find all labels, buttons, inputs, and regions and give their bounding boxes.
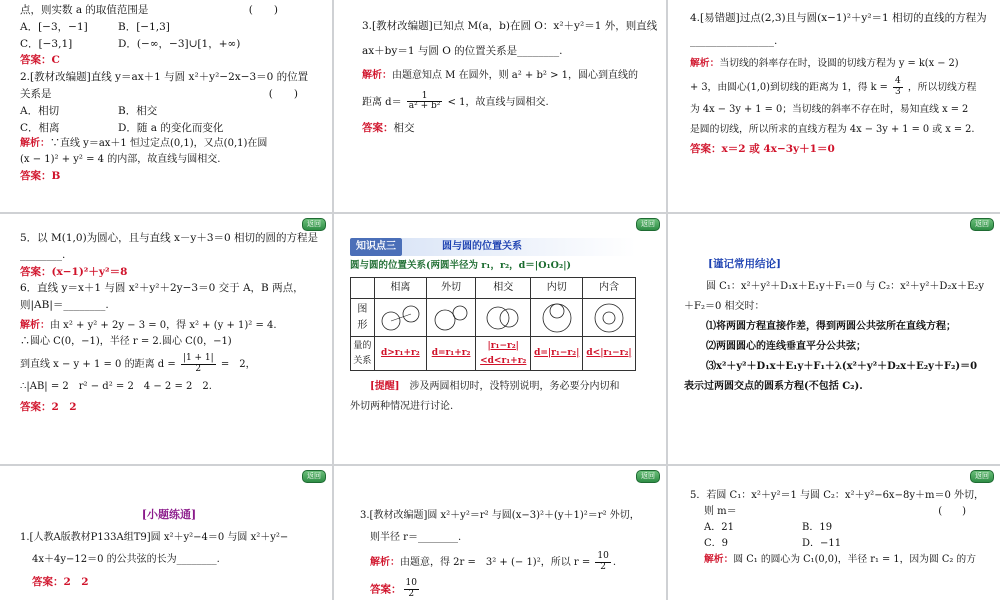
option-c: C．[−3,1] [20, 37, 73, 50]
internal-tangent-figure [531, 299, 583, 337]
slide-3[interactable]: 4.[易错题]过点(2,3)且与圆(x−1)²＋y²＝1 相切的直线的方程为 ________________. 解析：当切线的斜率存在时，设圆的切线方程为 y = k(x − 2) + 3，由圆心(1,0)到切线的距离为 1，得 k = $\frac{4}{3}$ ，所以切线方程 为 4x − 3y + 1 = 0；当切线的斜率不存在时，易知直线 x = 2 是圆的切线，所以所求的直线方程为 4x − 3y + 1 = 0 或 x = 2. 答案：x＝2 或 4x−3y＋1＝0 [668, 0, 1000, 212]
external-tangent-figure [426, 299, 475, 337]
option-d: D．(−∞，−3]∪[1，+∞) [118, 37, 241, 50]
answer-2: 答案：B [20, 170, 61, 183]
slide-7[interactable]: 返回 [小题练通] 1.[人教A版教材P133A组T9]圆 x²＋y²−4＝0 与圆 x²＋y²− 4x＋4y−12＝0 的公共弦的长为________. 答案：2 2 [0, 466, 332, 600]
answer-3: 答案： $\frac{10}{2}$ [370, 577, 417, 599]
question-6: 6．直线 y＝x＋1 与圆 x²＋y²＋2y−3＝0 交于 A，B 两点， [20, 282, 304, 295]
intersecting-figure [476, 299, 531, 337]
option-a: A．[−3，−1] [20, 20, 88, 33]
back-button[interactable]: 返回 [302, 470, 326, 483]
answer-4: 答案：x＝2 或 4x−3y＋1＝0 [690, 143, 835, 156]
option-b: B．[−1,3] [118, 20, 170, 33]
answer-6: 答案：2 2 [20, 400, 77, 413]
back-button[interactable]: 返回 [636, 218, 660, 231]
question-2: 2.[教材改编题]直线 y＝ax＋1 与圆 x²＋y²−2x−3＝0 的位置 [20, 71, 309, 84]
back-button[interactable]: 返回 [970, 470, 994, 483]
options-row-3: A．相切 B．相交 [20, 104, 158, 117]
distance-fraction: $\frac{1}{\text{a² + b²}}$ [408, 90, 441, 112]
slide-1[interactable]: 点，则实数 a 的取值范围是 ( ) A．[−3，−1] B．[−1,3] C．[−3,1] D．(−∞，−3]∪[1，+∞) 答案：C 2.[教材改编题]直线 y＝ax＋1 与圆 x²＋y²−2x−3＝0 的位置 关系是 ( ) A．相切 B．相交 C．相离 D．随 a 的变化而变化 解析：∵直线 y＝ax＋1 恒过定点(0,1)，又点(0,1)在圆 (x − 1)² + y² = 4 的内部，故直线与圆相交. 答案：B [0, 0, 332, 212]
back-button[interactable]: 返回 [302, 218, 326, 231]
question-5: 5．若圆 C₁：x²＋y²＝1 与圆 C₂：x²＋y²−6x−8y＋m＝0 外切， [690, 490, 984, 501]
solution: 解析：由题意，得 2r = 3² + (− 1)²，所以 r = $\frac{10}{2}$ . [370, 551, 617, 572]
tip: [提醒] 涉及两圆相切时，没特别说明，务必要分内切和 [370, 381, 620, 393]
question-continuation: 点，则实数 a 的取值范围是 ( ) [20, 4, 278, 16]
back-button[interactable]: 返回 [970, 218, 994, 231]
answer-1: 答案：C [20, 54, 60, 67]
solution: 解析：由 x² + y² + 2y − 3 = 0，得 x² + (y + 1)² = 4. [20, 319, 277, 331]
options-row-1 [20, 19, 318, 36]
solution: 解析：由题意知点 M 在圆外，则 a² + b² > 1，圆心到直线的 [362, 69, 638, 81]
slide-2[interactable]: 3.[教材改编题]已知点 M(a，b)在圆 O：x²＋y²＝1 外，则直线 ax＋by＝1 与圆 O 的位置关系是________. 解析：由题意知点 M 在圆外，则 a² + b² > 1，圆心到直线的 距离 d＝ $\frac{1}{\text{a² + b²}}$ < 1，故直线与圆相交. 答案：相交 [334, 0, 666, 212]
question-3: 3.[教材改编题]已知点 M(a，b)在圆 O：x²＋y²＝1 外，则直线 [362, 20, 658, 32]
slide-5[interactable]: 返回 知识点三 圆与圆的位置关系 圆与圆的位置关系(两圆半径为 r₁，r₂，d＝|O₁O₂|) 相离 外切 相交 内切 内含 图形 量的关系 d>r₁+r₂ d=r₁+r₂ |r₁−r₂|<d<r₁+r₂ d=|r₁−r₂| d<|r₁−r₂| [提醒] 涉及两圆相切时，没特别说明，务必要分内切和 外切两种情况进行讨论. [334, 214, 666, 464]
question-3: 3.[教材改编题]圆 x²＋y²＝r² 与圆(x−3)²＋(y＋1)²＝r² 外切， [360, 510, 640, 521]
options-row-2: C．9 D．−11 [704, 538, 842, 549]
question-5: 5．以 M(1,0)为圆心，且与直线 x－y＋3＝0 相切的圆的方程是 [20, 232, 319, 244]
contained-figure [583, 299, 636, 337]
separate-circles-figure [374, 299, 426, 337]
practice-title: [小题练通] [141, 508, 197, 521]
conclusion-title: [谨记常用结论] [708, 258, 781, 270]
solution: 解析：∵直线 y＝ax＋1 恒过定点(0,1)，又点(0,1)在圆 [20, 138, 268, 150]
practice-question-1: 1.[人教A版教材P133A组T9]圆 x²＋y²−4＝0 与圆 x²＋y²− [20, 531, 289, 543]
options-row-2 [20, 36, 318, 53]
slide-8[interactable]: 返回 3.[教材改编题]圆 x²＋y²＝r² 与圆(x−3)²＋(y＋1)²＝r² 外切， 则半径 r＝________. 解析：由题意，得 2r = 3² + (− 1)²，所以 r = $\frac{10}{2}$ . 答案： $\frac{10}{2}$ [334, 466, 666, 600]
table-subtitle: 圆与圆的位置关系(两圆半径为 r₁，r₂，d＝|O₁O₂|) [350, 260, 572, 271]
solution: 解析：当切线的斜率存在时，设圆的切线方程为 y = k(x − 2) [690, 57, 959, 69]
question-4: 4.[易错题]过点(2,3)且与圆(x−1)²＋y²＝1 相切的直线的方程为 [690, 12, 987, 24]
slide-9[interactable]: 返回 5．若圆 C₁：x²＋y²＝1 与圆 C₂：x²＋y²−6x−8y＋m＝0 外切， 则 m＝ ( ) A．21 B．19 C．9 D．−11 解析：圆 C₁ 的圆心为 C₁(0,0)，半径 r₁ = 1，因为圆 C₂ 的方 [668, 466, 1000, 600]
options-row-4: C．相离 D．随 a 的变化而变化 [20, 121, 224, 134]
solution: 解析：圆 C₁ 的圆心为 C₁(0,0)，半径 r₁ = 1，因为圆 C₂ 的方 [704, 554, 977, 565]
answer-5: 答案：(x−1)²＋y²＝8 [20, 265, 128, 278]
relation-table: 相离 外切 相交 内切 内含 图形 量的关系 d>r₁+r₂ d=r₁+r₂ |r₁−r₂|<d<r₁+r₂ d=|r₁−r₂| d<|r₁−r₂| [350, 277, 636, 371]
answer-3: 答案：相交 [362, 122, 415, 135]
slide-6[interactable]: 返回 [谨记常用结论] 圆 C₁：x²＋y²＋D₁x＋E₁y＋F₁＝0 与 C₂：x²＋y²＋D₂x＋E₂y ＋F₂＝0 相交时： ⑴将两圆方程直接作差，得到两圆公共弦所在直线方程； ⑵两圆圆心的连线垂直平分公共弦； ⑶x²＋y²＋D₁x＋E₁y＋F₁＋λ(x²＋y²＋D₂x＋E₂y＋F₂)＝0 表示过两圆交点的圆系方程(不包括 C₂). [668, 214, 1000, 464]
back-button[interactable]: 返回 [636, 470, 660, 483]
options-row-1: A．21 B．19 [704, 522, 833, 533]
knowledge-point-header: 知识点三 圆与圆的位置关系 [350, 238, 636, 256]
slide-4[interactable]: 返回 5．以 M(1,0)为圆心，且与直线 x－y＋3＝0 相切的圆的方程是 ________. 答案：(x−1)²＋y²＝8 6．直线 y＝x＋1 与圆 x²＋y²＋2y−3＝0 交于 A，B 两点， 则|AB|＝________. 解析：由 x² + y² + 2y − 3 = 0，得 x² + (y + 1)² = 4. ∴圆心 C(0，−1)，半径 r = 2.圆心 C(0，−1) 到直线 x − y + 1 = 0 的距离 d = $\frac{|1 + 1|}{2}$ = 2， ∴|AB| = 2 r² − d² = 2 4 − 2 = 2 2. 答案：2 2 [0, 214, 332, 464]
practice-answer-1: 答案：2 2 [32, 575, 89, 588]
